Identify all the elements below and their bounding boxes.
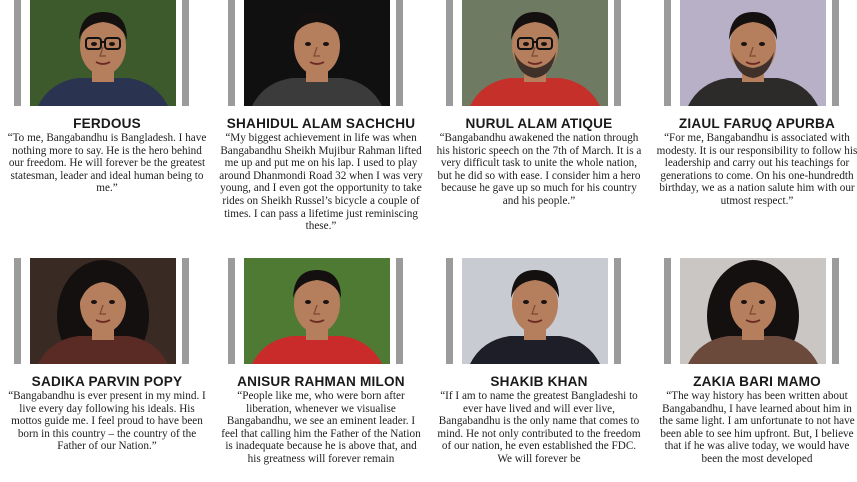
person-quote: “For me, Bangabandhu is associated with modesty. It is our responsibility to follow his leadership and carry out his teachings for generations to come. On his one-hundredth birthday, we as a nation salute him with our utmost respect.”: [656, 132, 857, 207]
person-name: ZIAUL FARUQ APURBA: [678, 116, 836, 131]
profile-card-shakib-khan: [432, 258, 646, 482]
portrait-photo: [462, 0, 608, 106]
profile-card-zakia-bari-mamo: [650, 258, 857, 482]
person-name: SHAKIB KHAN: [490, 374, 588, 389]
frame-bar-right: [832, 258, 839, 364]
photo-frame: [0, 258, 214, 364]
photo-frame: [432, 258, 646, 364]
profile-card-sadika-parvin-popy: [0, 258, 214, 482]
person-quote: “The way history has been written about Bangabandhu, I have learned about him in the same light. I am unfortunate to not have been able to see him upfront. But, I believe that if he was alive today, we would have been the most developed: [659, 390, 855, 465]
person-quote: “Bangabandhu is ever present in my mind. I live every day following his ideals. His mottos guide me. I feel proud to have been born in this country – the country of the Father of our Nation.”: [8, 390, 206, 453]
photo-frame: [214, 0, 428, 106]
person-quote: “People like me, who were born after liberation, whenever we visualise Bangabandhu, we see an eminent leader. I feel that calling him the Father of the Nation is inadequate because he is above that, and his greatness will forever remain: [221, 390, 421, 465]
photo-frame: [0, 0, 214, 106]
frame-bar-left: [446, 258, 453, 364]
frame-bar-left: [446, 0, 453, 106]
frame-bar-right: [182, 258, 189, 364]
profile-card-anisur-rahman-milon: [214, 258, 428, 482]
frame-bar-right: [182, 0, 189, 106]
person-quote: “Bangabandhu awakened the nation through his historic speech on the 7th of March. It is a very difficult task to unite the whole nation, but he did so with ease. I consider him a hero because he gave up so much for his country and his people.”: [436, 132, 642, 207]
profile-card-ziaul-faruq-apurba: [650, 0, 857, 258]
frame-bar-left: [228, 0, 235, 106]
person-name: ZAKIA BARI MAMO: [693, 374, 821, 389]
photo-frame: [432, 0, 646, 106]
person-name: SADIKA PARVIN POPY: [31, 374, 183, 389]
photo-frame: [650, 258, 857, 364]
profile-card-shahidul-alam-sachchu: [214, 0, 428, 258]
photo-frame: [650, 0, 857, 106]
frame-bar-left: [664, 0, 671, 106]
person-name: SHAHIDUL ALAM SACHCHU: [226, 116, 416, 131]
person-name: NURUL ALAM ATIQUE: [465, 116, 613, 131]
portrait-photo: [680, 258, 826, 364]
frame-bar-right: [396, 258, 403, 364]
frame-bar-left: [664, 258, 671, 364]
frame-bar-right: [614, 0, 621, 106]
frame-bar-left: [14, 0, 21, 106]
person-name: ANISUR RAHMAN MILON: [237, 374, 405, 389]
photo-frame: [214, 258, 428, 364]
frame-bar-left: [14, 258, 21, 364]
profile-card-nurul-alam-atique: [432, 0, 646, 258]
person-quote: “To me, Bangabandhu is Bangladesh. I have nothing more to say. He is the hero behind our freedom. He will forever be the greatest statesman, leader and ideal human being to me.”: [7, 132, 207, 195]
portrait-photo: [680, 0, 826, 106]
portrait-photo: [244, 0, 390, 106]
person-name: FERDOUS: [73, 116, 141, 131]
profile-card-ferdous: [0, 0, 214, 258]
portrait-photo: [30, 258, 176, 364]
frame-bar-right: [832, 0, 839, 106]
portrait-photo: [30, 0, 176, 106]
portrait-photo: [244, 258, 390, 364]
frame-bar-right: [396, 0, 403, 106]
frame-bar-left: [228, 258, 235, 364]
portrait-photo: [462, 258, 608, 364]
person-quote: “If I am to name the greatest Bangladeshi to ever have lived and will ever live, Bangabandhu is the only name that comes to mind. He not only contributed to the freedom of our nation, he even established the FDC. We will forever be: [437, 390, 641, 465]
person-quote: “My biggest achievement in life was when Bangabandhu Sheikh Mujibur Rahman lifted me up and put me on his lap. I used to play around Dhanmondi Road 32 when I was very young, and I even got the opportunity to take rides on Sheikh Russel’s bicycle a couple of times. I can pass a lifetime just reminiscing these.”: [219, 132, 423, 233]
frame-bar-right: [614, 258, 621, 364]
